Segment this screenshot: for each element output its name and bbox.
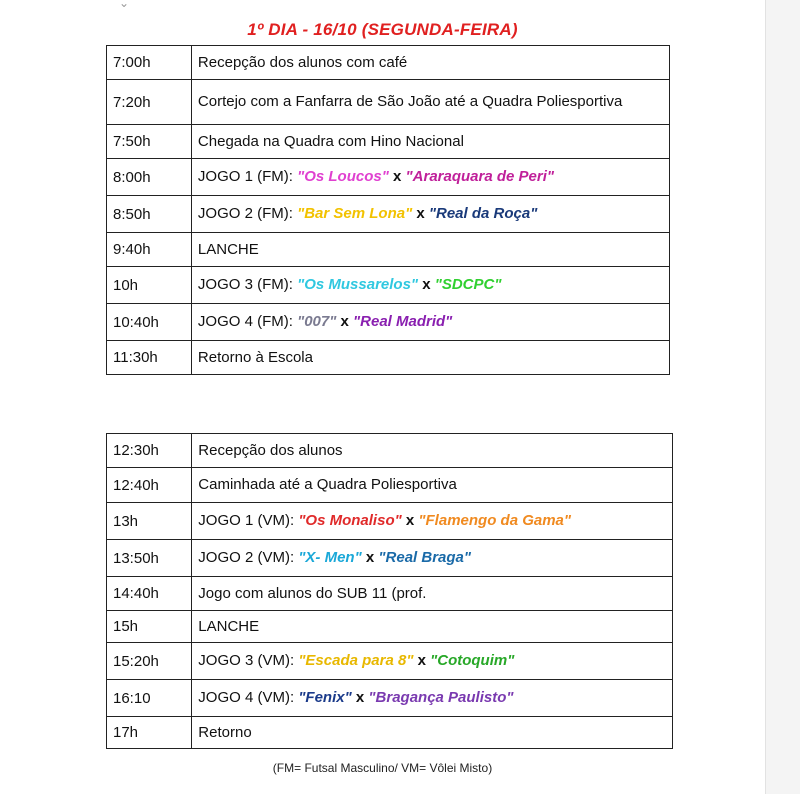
time-cell: 15h (107, 611, 192, 643)
team-name: "Os Monaliso" (298, 512, 402, 529)
time-cell: 8:50h (107, 196, 192, 233)
game-label: JOGO 4 (VM): (198, 689, 299, 706)
footnote: (FM= Futsal Masculino/ VM= Vôlei Misto) (272, 761, 493, 775)
team-name: "Cotoquim" (430, 652, 515, 669)
activity-cell (192, 540, 673, 577)
team-name: "Escada para 8" (298, 652, 414, 669)
table-row (107, 577, 673, 611)
versus-separator: x (413, 652, 431, 669)
table-row (107, 159, 670, 196)
time-cell: 7:00h (107, 46, 192, 80)
team-name: "X- Men" (298, 549, 362, 566)
game-label: JOGO 4 (FM): (197, 313, 298, 330)
activity-cell: Retorno (192, 717, 673, 749)
table-row (107, 434, 673, 468)
table-row (107, 717, 673, 749)
activity-cell (192, 503, 673, 540)
page-title: 1º DIA - 16/10 (SEGUNDA-FEIRA) (247, 20, 518, 39)
time-cell: 10h (107, 267, 192, 304)
activity-cell: Recepção dos alunos com café (191, 46, 669, 80)
time-cell: 13:50h (107, 540, 192, 577)
team-name: "Real Madrid" (353, 313, 453, 330)
versus-separator: x (336, 313, 354, 330)
time-cell: 12:40h (107, 468, 192, 503)
team-name: "Bar Sem Lona" (297, 205, 413, 222)
scrollbar-track[interactable] (765, 0, 800, 794)
table-row (107, 233, 670, 267)
activity-cell (191, 304, 669, 341)
time-cell: 15:20h (107, 643, 192, 680)
activity-cell: Retorno à Escola (191, 341, 669, 375)
activity-cell (191, 196, 669, 233)
team-name: "007" (297, 313, 337, 330)
versus-separator: x (388, 168, 406, 185)
game-label: JOGO 1 (FM): (197, 168, 298, 185)
table-row (107, 267, 670, 304)
activity-cell (192, 643, 673, 680)
team-name: "Real Braga" (378, 549, 471, 566)
table-row (107, 341, 670, 375)
versus-separator: x (361, 549, 379, 566)
activity-cell: Jogo com alunos do SUB 11 (prof. (192, 577, 673, 611)
activity-cell: Caminhada até a Quadra Poliesportiva (192, 468, 673, 503)
team-name: "SDCPC" (434, 276, 502, 293)
time-cell: 7:20h (107, 80, 192, 125)
table-row (107, 80, 670, 125)
table-row (107, 540, 673, 577)
activity-cell (192, 680, 673, 717)
table-row (107, 196, 670, 233)
team-name: "Fenix" (298, 689, 352, 706)
table-row (107, 46, 670, 80)
team-name: "Real da Roça" (428, 205, 538, 222)
time-cell: 11:30h (107, 341, 192, 375)
versus-separator: x (412, 205, 429, 222)
game-label: JOGO 2 (FM): (197, 205, 298, 222)
team-name: "Flamengo da Gama" (418, 512, 571, 529)
time-cell: 7:50h (107, 125, 192, 159)
time-cell: 13h (107, 503, 192, 540)
game-label: JOGO 3 (FM): (197, 276, 298, 293)
chevron-down-icon: ⌄ (119, 0, 130, 10)
activity-cell (191, 267, 669, 304)
activity-cell: LANCHE (192, 611, 673, 643)
time-cell: 10:40h (107, 304, 192, 341)
table-row (107, 304, 670, 341)
versus-separator: x (418, 276, 435, 293)
team-name: "Araraquara de Peri" (405, 168, 554, 185)
game-label: JOGO 3 (VM): (198, 652, 299, 669)
activity-cell (191, 159, 669, 196)
versus-separator: x (401, 512, 419, 529)
time-cell: 9:40h (107, 233, 192, 267)
time-cell: 14:40h (107, 577, 192, 611)
game-label: JOGO 1 (VM): (198, 512, 299, 529)
schedule-table-morning (106, 45, 670, 375)
table-row (107, 680, 673, 717)
table-row (107, 125, 670, 159)
activity-cell: Cortejo com a Fanfarra de São João até a Quadra Poliesportiva (191, 80, 669, 125)
team-name: "Os Mussarelos" (297, 276, 419, 293)
activity-cell: Chegada na Quadra com Hino Nacional (191, 125, 669, 159)
table-row (107, 468, 673, 503)
activity-cell: LANCHE (191, 233, 669, 267)
game-label: JOGO 2 (VM): (198, 549, 299, 566)
time-cell: 8:00h (107, 159, 192, 196)
table-row (107, 503, 673, 540)
activity-cell: Recepção dos alunos (192, 434, 673, 468)
time-cell: 12:30h (107, 434, 192, 468)
schedule-table-afternoon (106, 433, 673, 749)
table-row (107, 611, 673, 643)
table-row (107, 643, 673, 680)
team-name: "Bragança Paulisto" (368, 689, 514, 706)
team-name: "Os Loucos" (297, 168, 389, 185)
time-cell: 17h (107, 717, 192, 749)
time-cell: 16:10 (107, 680, 192, 717)
versus-separator: x (351, 689, 369, 706)
